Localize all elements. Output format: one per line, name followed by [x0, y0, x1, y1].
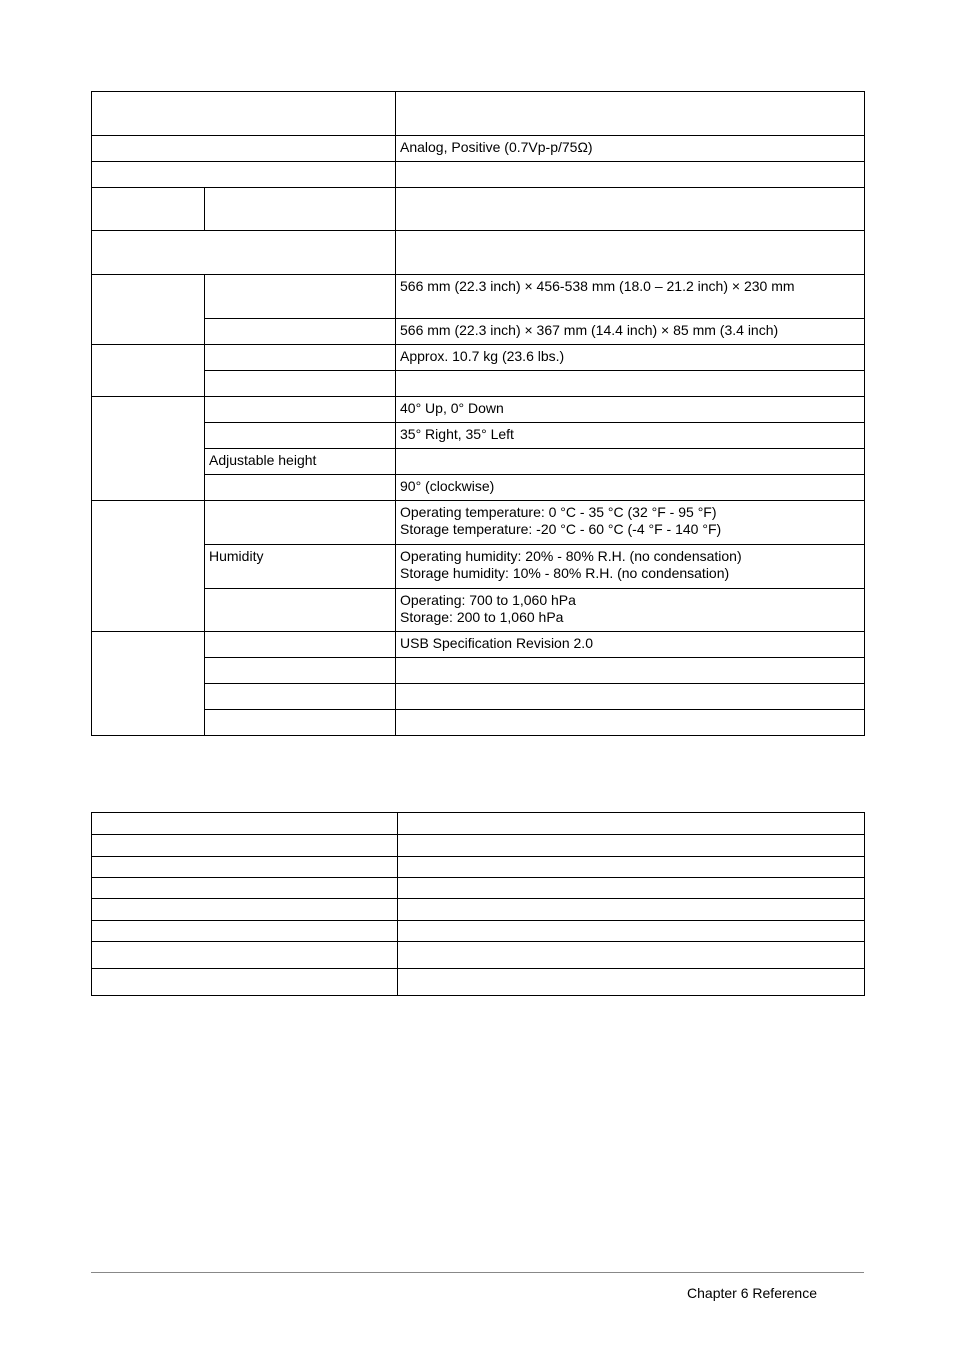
table-row	[92, 545, 865, 589]
table-row	[92, 188, 865, 231]
table-row	[92, 684, 865, 710]
humidity-line-storage: Storage humidity: 10% - 80% R.H. (no condensation)	[400, 565, 730, 581]
table-row	[92, 589, 865, 632]
weight-main-unit-value: Approx. 10.7 kg (23.6 lbs.)	[396, 345, 865, 371]
pressure-line-storage: Storage: 200 to 1,060 hPa	[400, 609, 564, 625]
table-row	[92, 319, 865, 345]
dimensions-main-unit-value: 566 mm (22.3 inch) × 456-538 mm (18.0 – 21.2 inch) × 230 mm	[396, 275, 865, 319]
table-row	[92, 878, 865, 899]
secondary-table	[91, 812, 865, 996]
temperature-line-storage: Storage temperature: -20 °C - 60 °C (-4 °F - 140 °F)	[400, 521, 722, 537]
signal-value: Analog, Positive (0.7Vp-p/75Ω)	[396, 136, 865, 162]
specifications-table	[91, 91, 865, 736]
table-row	[92, 136, 865, 162]
table-row	[92, 899, 865, 921]
height-label: Adjustable height	[205, 449, 396, 475]
footer-chapter: Chapter 6 Reference	[687, 1285, 817, 1301]
table-row	[92, 813, 865, 835]
table-row	[92, 449, 865, 475]
swivel-value: 35° Right, 35° Left	[396, 423, 865, 449]
table-row	[92, 969, 865, 996]
table-row	[92, 475, 865, 501]
rotation-value: 90° (clockwise)	[396, 475, 865, 501]
table-row	[92, 231, 865, 275]
pressure-value	[396, 589, 865, 632]
temperature-line-operating: Operating temperature: 0 °C - 35 °C (32 °F - 95 °F)	[400, 504, 717, 520]
table-row	[92, 942, 865, 969]
table-row	[92, 658, 865, 684]
table-row	[92, 632, 865, 658]
table-row	[92, 835, 865, 857]
table-row	[92, 162, 865, 188]
movable-range-group-cell	[92, 397, 205, 501]
table-row	[92, 92, 865, 136]
dimensions-without-stand-value: 566 mm (22.3 inch) × 367 mm (14.4 inch) × 85 mm (3.4 inch)	[396, 319, 865, 345]
environment-group-cell	[92, 501, 205, 632]
tilt-value: 40° Up, 0° Down	[396, 397, 865, 423]
humidity-line-operating: Operating humidity: 20% - 80% R.H. (no condensation)	[400, 548, 742, 564]
table-row	[92, 275, 865, 319]
table-row	[92, 710, 865, 736]
table-row	[92, 423, 865, 449]
weight-group-cell	[92, 345, 205, 397]
table-row	[92, 345, 865, 371]
table-row	[92, 371, 865, 397]
humidity-label: Humidity	[205, 545, 396, 589]
table-row	[92, 397, 865, 423]
table-row	[92, 857, 865, 878]
usb-group-cell	[92, 632, 205, 736]
table-row	[92, 501, 865, 545]
dimensions-group-cell	[92, 275, 205, 345]
humidity-value	[396, 545, 865, 589]
footer-divider	[91, 1272, 864, 1273]
usb-standard-value: USB Specification Revision 2.0	[396, 632, 865, 658]
table-row	[92, 921, 865, 942]
temperature-value	[396, 501, 865, 545]
pressure-line-operating: Operating: 700 to 1,060 hPa	[400, 592, 576, 608]
